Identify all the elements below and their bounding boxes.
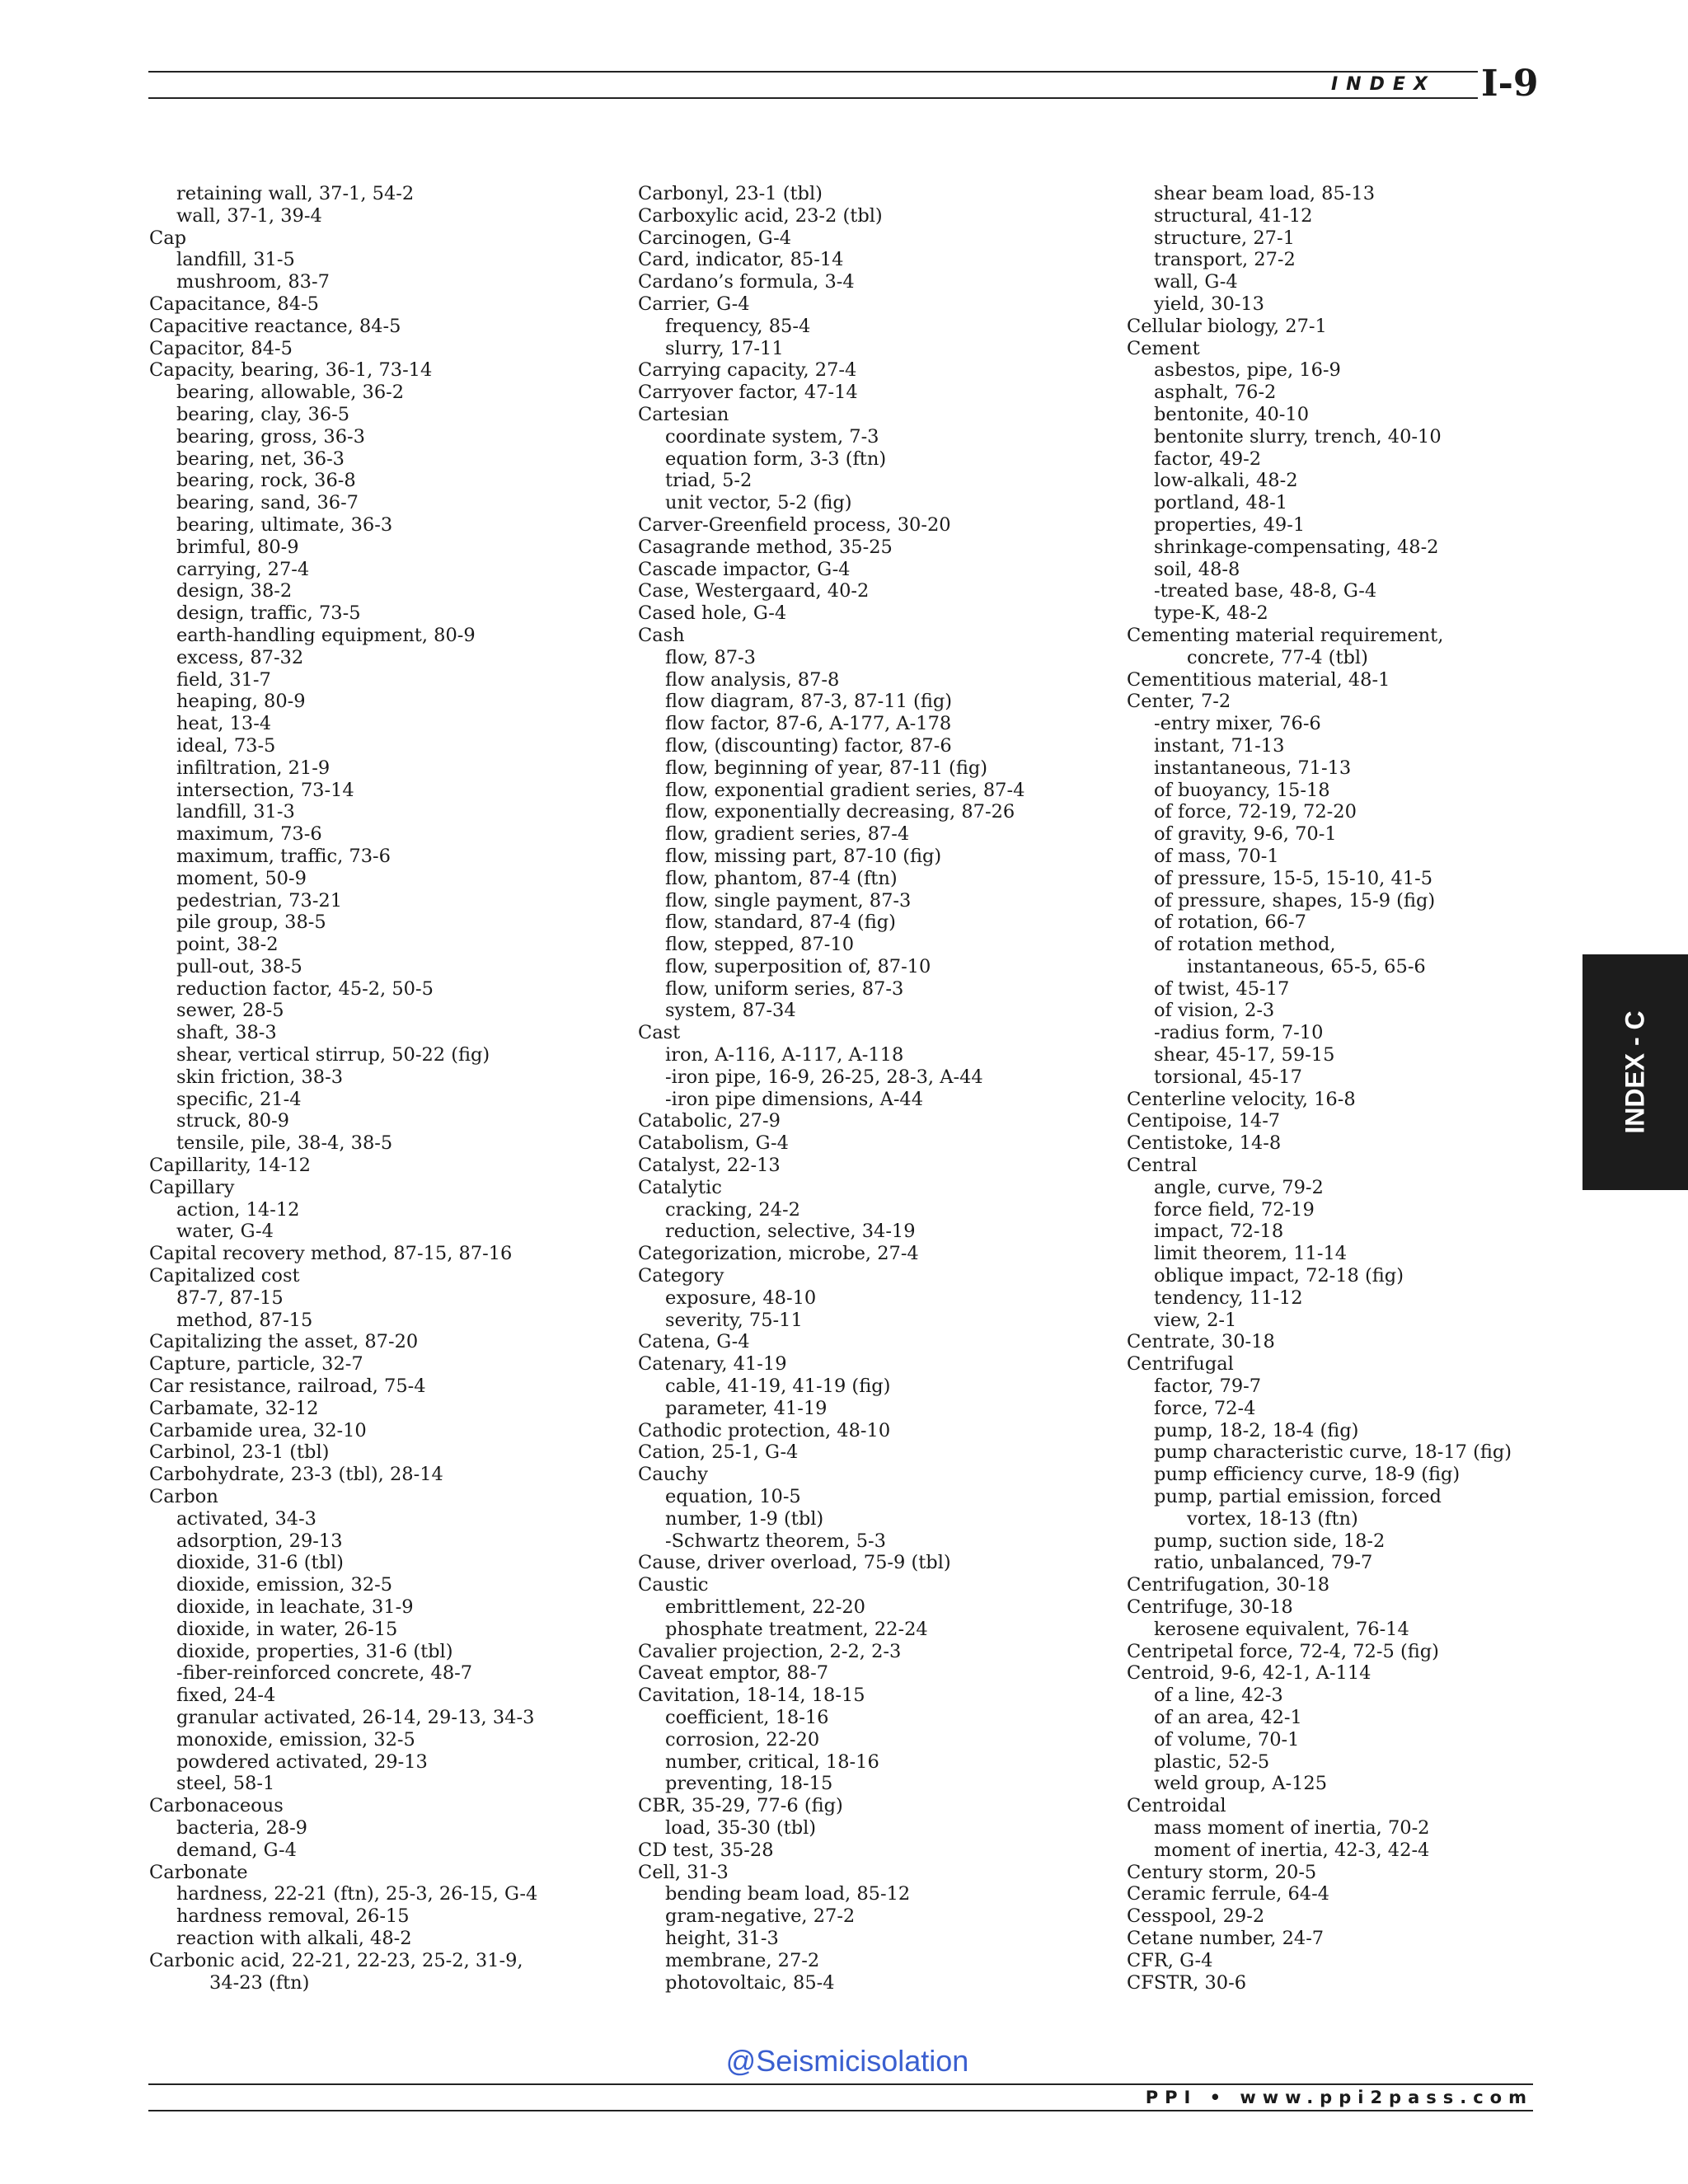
index-entry: Carbonaceous [149,1795,284,1817]
index-subentry: unit vector, 5-2 (fig) [665,492,852,514]
index-subentry: bearing, gross, 36-3 [176,425,365,448]
index-subentry: embrittlement, 22-20 [665,1596,865,1618]
index-entry: Catena, G-4 [638,1331,750,1353]
index-subentry: water, G-4 [176,1221,274,1243]
index-column-3 [1127,183,1605,1994]
index-subentry: landfill, 31-3 [176,801,295,823]
index-subentry: powdered activated, 29-13 [176,1750,428,1773]
index-subentry: bearing, allowable, 36-2 [176,382,405,404]
index-subentry: activated, 34-3 [176,1507,316,1530]
index-entry: Catabolism, G-4 [638,1132,789,1155]
watermark [707,2041,987,2082]
index-subentry: -iron pipe, 16-9, 26-25, 28-3, A-44 [665,1066,983,1088]
index-subentry: flow, missing part, 87-10 (fig) [665,845,942,867]
index-subentry: instantaneous, 65-5, 65-6 [1187,955,1426,977]
index-entry: Centistoke, 14-8 [1127,1132,1282,1155]
header-rule-top [148,71,1533,73]
index-subentry: kerosene equivalent, 76-14 [1154,1618,1409,1640]
index-subentry: bentonite slurry, trench, 40-10 [1154,425,1442,448]
index-subentry: plastic, 52-5 [1154,1750,1270,1773]
index-subentry: moment, 50-9 [176,867,307,889]
index-entry: CFR, G-4 [1127,1949,1213,1971]
index-subentry: -fiber-reinforced concrete, 48-7 [176,1662,473,1685]
index-subentry: -radius form, 7-10 [1154,1022,1324,1044]
index-entry: CD test, 35-28 [638,1839,774,1861]
index-subentry: tendency, 11-12 [1154,1286,1303,1309]
index-entry: Car resistance, railroad, 75-4 [149,1376,426,1398]
index-subentry: of rotation method, [1154,934,1336,956]
header-rule-bottom [148,97,1533,99]
index-subentry: cracking, 24-2 [665,1198,800,1221]
index-subentry: of pressure, 15-5, 15-10, 41-5 [1154,867,1433,889]
index-subentry: factor, 79-7 [1154,1376,1262,1398]
index-subentry: flow, exponentially decreasing, 87-26 [665,801,1015,823]
index-subentry: gram-negative, 27-2 [665,1905,856,1928]
index-entry: Cathodic protection, 48-10 [638,1419,891,1441]
index-subentry: flow diagram, 87-3, 87-11 (fig) [665,691,953,713]
index-subentry: brimful, 80-9 [176,536,299,558]
index-entry: Cation, 25-1, G-4 [638,1441,799,1464]
footer-website: PPI • www.ppi2pass.com [1145,2088,1533,2107]
index-entry: Cementitious material, 48-1 [1127,668,1390,691]
index-entry: Carbamate, 32-12 [149,1397,319,1419]
index-subentry: bearing, rock, 36-8 [176,470,356,492]
index-subentry: weld group, A-125 [1154,1773,1328,1795]
index-subentry: tensile, pile, 38-4, 38-5 [176,1132,393,1155]
index-entry: Centripetal force, 72-4, 72-5 (fig) [1127,1640,1439,1662]
index-entry: Cap [149,227,187,249]
index-subentry: iron, A-116, A-117, A-118 [665,1044,904,1066]
index-subentry: phosphate treatment, 22-24 [665,1618,928,1640]
index-subentry: transport, 27-2 [1154,249,1296,271]
index-entry: Carbonyl, 23-1 (tbl) [638,183,823,204]
index-subentry: flow, uniform series, 87-3 [665,977,904,1000]
index-subentry: bending beam load, 85-12 [665,1883,911,1905]
index-subentry: factor, 49-2 [1154,448,1262,470]
index-entry: Catalytic [638,1176,722,1198]
index-subentry: dioxide, properties, 31-6 (tbl) [176,1640,453,1662]
index-entry: Capital recovery method, 87-15, 87-16 [149,1243,513,1265]
index-subentry: of twist, 45-17 [1154,977,1290,1000]
index-subentry: flow, exponential gradient series, 87-4 [665,779,1025,801]
index-entry: Capacitance, 84-5 [149,293,319,315]
index-subentry: ratio, unbalanced, 79-7 [1154,1552,1373,1574]
index-entry: Carbinol, 23-1 (tbl) [149,1441,330,1464]
index-entry: Cement [1127,337,1200,359]
index-subentry: of volume, 70-1 [1154,1728,1300,1750]
index-entry: Centrifuge, 30-18 [1127,1596,1293,1618]
index-subentry: -Schwartz theorem, 5-3 [665,1530,886,1552]
index-subentry: -entry mixer, 76-6 [1154,713,1321,735]
index-entry: Center, 7-2 [1127,691,1231,713]
index-entry: Capacitor, 84-5 [149,337,293,359]
index-entry: Catabolic, 27-9 [638,1110,781,1132]
index-subentry: pump characteristic curve, 18-17 (fig) [1154,1441,1512,1464]
index-entry: Cast [638,1022,681,1044]
index-subentry: excess, 87-32 [176,646,304,668]
index-subentry: pedestrian, 73-21 [176,889,343,912]
index-subentry: dioxide, in water, 26-15 [176,1618,398,1640]
index-subentry: asphalt, 76-2 [1154,382,1277,404]
index-subentry: flow, phantom, 87-4 (ftn) [665,867,898,889]
index-subentry: method, 87-15 [176,1309,313,1331]
index-subentry: dioxide, emission, 32-5 [176,1574,393,1596]
index-entry: Caveat emptor, 88-7 [638,1662,829,1685]
index-subentry: angle, curve, 79-2 [1154,1176,1324,1198]
index-entry: Ceramic ferrule, 64-4 [1127,1883,1329,1905]
index-subentry: field, 31-7 [176,668,271,691]
index-entry: Case, Westergaard, 40-2 [638,580,870,602]
index-subentry: hardness removal, 26-15 [176,1905,410,1928]
index-subentry: design, traffic, 73-5 [176,602,361,625]
index-subentry: bentonite, 40-10 [1154,403,1310,425]
index-entry: Centerline velocity, 16-8 [1127,1088,1356,1110]
index-subentry: soil, 48-8 [1154,558,1240,580]
index-subentry: point, 38-2 [176,934,279,956]
index-subentry: -treated base, 48-8, G-4 [1154,580,1377,602]
index-subentry: pump, partial emission, forced [1154,1486,1442,1508]
index-subentry: dioxide, 31-6 (tbl) [176,1552,344,1574]
index-subentry: bearing, ultimate, 36-3 [176,513,393,536]
index-entry: Centroidal [1127,1795,1226,1817]
index-subentry: flow, standard, 87-4 (fig) [665,912,896,934]
index-subentry: impact, 72-18 [1154,1221,1284,1243]
index-subentry: oblique impact, 72-18 (fig) [1154,1265,1404,1287]
index-subentry: skin friction, 38-3 [176,1066,344,1088]
index-entry: Cauchy [638,1464,708,1486]
index-entry: Carrier, G-4 [638,293,750,315]
index-entry: Cardano’s formula, 3-4 [638,271,855,293]
index-subentry: wall, 37-1, 39-4 [176,204,322,227]
index-subentry: reduction, selective, 34-19 [665,1221,916,1243]
index-entry: Cellular biology, 27-1 [1127,315,1327,337]
index-entry: Carbon [149,1486,218,1508]
index-subentry: heat, 13-4 [176,713,272,735]
index-entry: Carbonic acid, 22-21, 22-23, 25-2, 31-9, [149,1949,523,1971]
index-subentry: number, critical, 18-16 [665,1750,879,1773]
index-subentry: pump, 18-2, 18-4 (fig) [1154,1419,1359,1441]
index-entry: CBR, 35-29, 77-6 (fig) [638,1795,843,1817]
index-subentry: load, 35-30 (tbl) [665,1816,817,1839]
index-entry: Capitalizing the asset, 87-20 [149,1331,419,1353]
index-subentry: concrete, 77-4 (tbl) [1187,646,1368,668]
index-subentry: earth-handling equipment, 80-9 [176,624,476,646]
index-subentry: system, 87-34 [665,1000,796,1022]
index-entry: Capacitive reactance, 84-5 [149,315,401,337]
index-subentry: of pressure, shapes, 15-9 (fig) [1154,889,1436,912]
index-subentry: vortex, 18-13 (ftn) [1187,1507,1358,1530]
index-subentry: bearing, sand, 36-7 [176,492,359,514]
index-subentry: shear beam load, 85-13 [1154,183,1376,204]
index-subentry: structural, 41-12 [1154,204,1313,227]
index-subentry: membrane, 27-2 [665,1949,820,1971]
index-subentry: bearing, net, 36-3 [176,448,345,470]
index-entry: Cell, 31-3 [638,1861,729,1883]
index-entry: Carcinogen, G-4 [638,227,792,249]
index-subentry: heaping, 80-9 [176,691,306,713]
index-entry: Cesspool, 29-2 [1127,1905,1265,1928]
index-subentry: hardness, 22-21 (ftn), 25-3, 26-15, G-4 [176,1883,538,1905]
index-entry: Capacity, bearing, 36-1, 73-14 [149,359,433,382]
index-subentry: view, 2-1 [1154,1309,1237,1331]
section-thumb-tab-label: INDEX - C [1620,1010,1650,1134]
index-subentry: low-alkali, 48-2 [1154,470,1298,492]
index-subentry: equation, 10-5 [665,1486,801,1508]
index-entry: Carver-Greenfield process, 30-20 [638,513,951,536]
index-column-2 [638,183,1116,1994]
index-subentry: torsional, 45-17 [1154,1066,1302,1088]
watermark-text: @Seismicisolation [725,2044,969,2078]
index-subentry: flow, beginning of year, 87-11 (fig) [665,757,988,779]
index-entry: Card, indicator, 85-14 [638,249,844,271]
index-entry: Carbohydrate, 23-3 (tbl), 28-14 [149,1464,443,1486]
index-subentry: carrying, 27-4 [176,558,310,580]
index-subentry: infiltration, 21-9 [176,757,331,779]
page-number: I-9 [1478,61,1541,107]
index-column-1 [149,183,627,1994]
section-thumb-tab[interactable] [1582,954,1688,1190]
index-subentry: steel, 58-1 [176,1773,275,1795]
index-entry: Capture, particle, 32-7 [149,1353,363,1376]
index-subentry: number, 1-9 (tbl) [665,1507,824,1530]
index-subentry: flow, stepped, 87-10 [665,934,855,956]
index-subentry: maximum, traffic, 73-6 [176,845,391,867]
index-subentry: bacteria, 28-9 [176,1816,307,1839]
index-subentry: action, 14-12 [176,1198,300,1221]
index-subentry: severity, 75-11 [665,1309,803,1331]
index-subentry: retaining wall, 37-1, 54-2 [176,183,415,204]
index-subentry: exposure, 48-10 [665,1286,817,1309]
index-subentry: limit theorem, 11-14 [1154,1243,1348,1265]
index-subentry: of gravity, 9-6, 70-1 [1154,823,1337,846]
index-subentry: frequency, 85-4 [665,315,811,337]
index-entry: Cascade impactor, G-4 [638,558,851,580]
index-subentry: pile group, 38-5 [176,912,326,934]
index-entry: Cavitation, 18-14, 18-15 [638,1685,865,1707]
index-subentry: force field, 72-19 [1154,1198,1315,1221]
index-entry: Cased hole, G-4 [638,602,787,625]
index-subentry: struck, 80-9 [176,1110,289,1132]
index-subentry: force, 72-4 [1154,1397,1256,1419]
index-subentry: 34-23 (ftn) [209,1971,310,1994]
index-subentry: instant, 71-13 [1154,734,1285,757]
index-subentry: photovoltaic, 85-4 [665,1971,835,1994]
index-subentry: wall, G-4 [1154,271,1238,293]
index-subentry: fixed, 24-4 [176,1685,276,1707]
running-header-section: INDEX [1331,74,1436,95]
index-entry: Capillary [149,1176,235,1198]
index-entry: Cementing material requirement, [1127,624,1444,646]
index-entry: Cavalier projection, 2-2, 2-3 [638,1640,902,1662]
index-entry: Caustic [638,1574,709,1596]
index-subentry: monoxide, emission, 32-5 [176,1728,415,1750]
index-subentry: moment of inertia, 42-3, 42-4 [1154,1839,1430,1861]
index-entry: Centrifugal [1127,1353,1234,1376]
index-subentry: dioxide, in leachate, 31-9 [176,1596,414,1618]
index-entry: Cash [638,624,685,646]
index-subentry: ideal, 73-5 [176,734,276,757]
index-subentry: demand, G-4 [176,1839,297,1861]
index-subentry: shaft, 38-3 [176,1022,277,1044]
index-subentry: pull-out, 38-5 [176,955,302,977]
index-subentry: intersection, 73-14 [176,779,354,801]
index-subentry: mushroom, 83-7 [176,271,330,293]
index-subentry: equation form, 3-3 (ftn) [665,448,887,470]
index-subentry: flow analysis, 87-8 [665,668,840,691]
index-subentry: of buoyancy, 15-18 [1154,779,1330,801]
index-subentry: asbestos, pipe, 16-9 [1154,359,1341,382]
index-entry: Centrifugation, 30-18 [1127,1574,1330,1596]
index-subentry: flow, superposition of, 87-10 [665,955,931,977]
index-subentry: flow, (discounting) factor, 87-6 [665,734,952,757]
index-subentry: pump, suction side, 18-2 [1154,1530,1386,1552]
index-entry: Cause, driver overload, 75-9 (tbl) [638,1552,951,1574]
index-subentry: parameter, 41-19 [665,1397,828,1419]
index-entry: Carryover factor, 47-14 [638,382,858,404]
index-subentry: maximum, 73-6 [176,823,322,846]
index-subentry: design, 38-2 [176,580,293,602]
index-subentry: coefficient, 18-16 [665,1706,829,1728]
index-entry: Carbamide urea, 32-10 [149,1419,367,1441]
index-subentry: portland, 48-1 [1154,492,1288,514]
index-subentry: specific, 21-4 [176,1088,302,1110]
index-subentry: preventing, 18-15 [665,1773,833,1795]
index-entry: Century storm, 20-5 [1127,1861,1317,1883]
index-entry: Cartesian [638,403,729,425]
index-subentry: of vision, 2-3 [1154,1000,1275,1022]
index-subentry: flow, 87-3 [665,646,756,668]
index-subentry: shrinkage-compensating, 48-2 [1154,536,1439,558]
index-subentry: flow factor, 87-6, A-177, A-178 [665,713,952,735]
index-entry: Capillarity, 14-12 [149,1155,311,1177]
index-subentry: corrosion, 22-20 [665,1728,820,1750]
index-entry: Carboxylic acid, 23-2 (tbl) [638,204,883,227]
index-entry: Carrying capacity, 27-4 [638,359,857,382]
index-subentry: height, 31-3 [665,1927,779,1949]
index-subentry: structure, 27-1 [1154,227,1295,249]
index-entry: Catalyst, 22-13 [638,1155,781,1177]
index-subentry: cable, 41-19, 41-19 (fig) [665,1376,891,1398]
index-subentry: reduction factor, 45-2, 50-5 [176,977,434,1000]
index-entry: CFSTR, 30-6 [1127,1971,1247,1994]
index-subentry: shear, 45-17, 59-15 [1154,1044,1335,1066]
index-subentry: adsorption, 29-13 [176,1530,343,1552]
index-entry: Carbonate [149,1861,248,1883]
footer-rule-bottom [148,2110,1533,2111]
index-subentry: coordinate system, 7-3 [665,425,879,448]
index-subentry: instantaneous, 71-13 [1154,757,1352,779]
index-subentry: flow, single payment, 87-3 [665,889,912,912]
index-subentry: yield, 30-13 [1154,293,1264,315]
index-subentry: triad, 5-2 [665,470,753,492]
index-entry: Centrate, 30-18 [1127,1331,1275,1353]
index-entry: Centroid, 9-6, 42-1, A-114 [1127,1662,1372,1685]
index-subentry: of force, 72-19, 72-20 [1154,801,1357,823]
index-subentry: granular activated, 26-14, 29-13, 34-3 [176,1706,535,1728]
index-entry: Central [1127,1155,1198,1177]
index-subentry: of rotation, 66-7 [1154,912,1306,934]
index-entry: Catenary, 41-19 [638,1353,787,1376]
index-entry: Category [638,1265,724,1287]
index-subentry: slurry, 17-11 [665,337,784,359]
index-entry: Casagrande method, 35-25 [638,536,893,558]
index-subentry: shear, vertical stirrup, 50-22 (fig) [176,1044,490,1066]
index-subentry: of a line, 42-3 [1154,1685,1283,1707]
index-subentry: pump efficiency curve, 18-9 (fig) [1154,1464,1461,1486]
index-subentry: of mass, 70-1 [1154,845,1279,867]
index-subentry: 87-7, 87-15 [176,1286,284,1309]
index-subentry: mass moment of inertia, 70-2 [1154,1816,1430,1839]
index-subentry: sewer, 28-5 [176,1000,284,1022]
index-subentry: -iron pipe dimensions, A-44 [665,1088,924,1110]
index-subentry: bearing, clay, 36-5 [176,403,350,425]
index-subentry: landfill, 31-5 [176,249,295,271]
index-entry: Cetane number, 24-7 [1127,1927,1325,1949]
index-subentry: type-K, 48-2 [1154,602,1268,625]
index-subentry: properties, 49-1 [1154,513,1306,536]
index-entry: Categorization, microbe, 27-4 [638,1243,919,1265]
index-entry: Capitalized cost [149,1265,300,1287]
index-entry: Centipoise, 14-7 [1127,1110,1281,1132]
index-subentry: flow, gradient series, 87-4 [665,823,910,846]
index-subentry: of an area, 42-1 [1154,1706,1302,1728]
index-subentry: reaction with alkali, 48-2 [176,1927,412,1949]
